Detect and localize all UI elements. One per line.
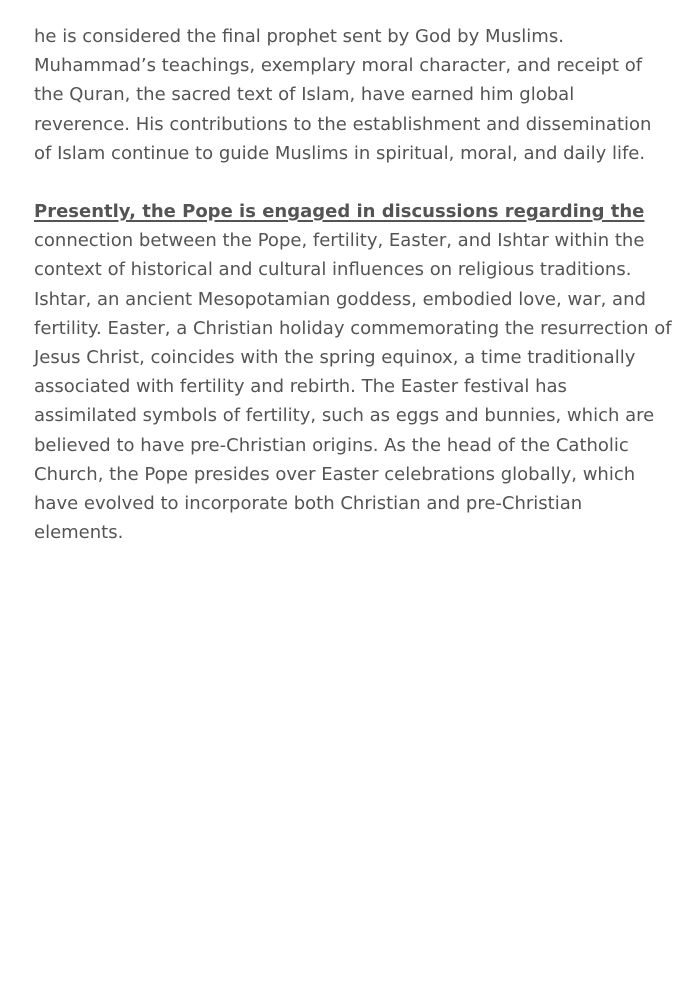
paragraph-muhammad: he is considered the final prophet sent by God by Muslims. Muhammad’s teachings, exemplary moral character, and receipt of the Quran, the sacred text of Islam, have earned him global reverence. His contributions to the establishment and dissemination of Islam continue to guide Muslims in spiritual, moral, and daily life. <box>34 26 652 164</box>
paragraph-pope-easter <box>34 197 674 547</box>
paragraph-body-text: connection between the Pope, fertility, Easter, and Ishtar within the context of historical and cultural influences on religious traditions. Ishtar, an ancient Mesopotamian goddess, embodied love, war, and fertility. Easter, a Christian holiday commemorating the resurrection of Jesus Christ, coincides with the spring equinox, a time traditionally associated with fertility and rebirth. The Easter festival has assimilated symbols of fertility, such as eggs and bunnies, which are believed to have pre-Christian origins. As the head of the Catholic Church, the Pope presides over Easter celebrations globally, which have evolved to incorporate both Christian and pre-Christian elements. <box>34 230 672 544</box>
underlined-lead-text: Presently, the Pope is engaged in discussions regarding the <box>34 201 645 223</box>
document-body <box>34 22 674 576</box>
